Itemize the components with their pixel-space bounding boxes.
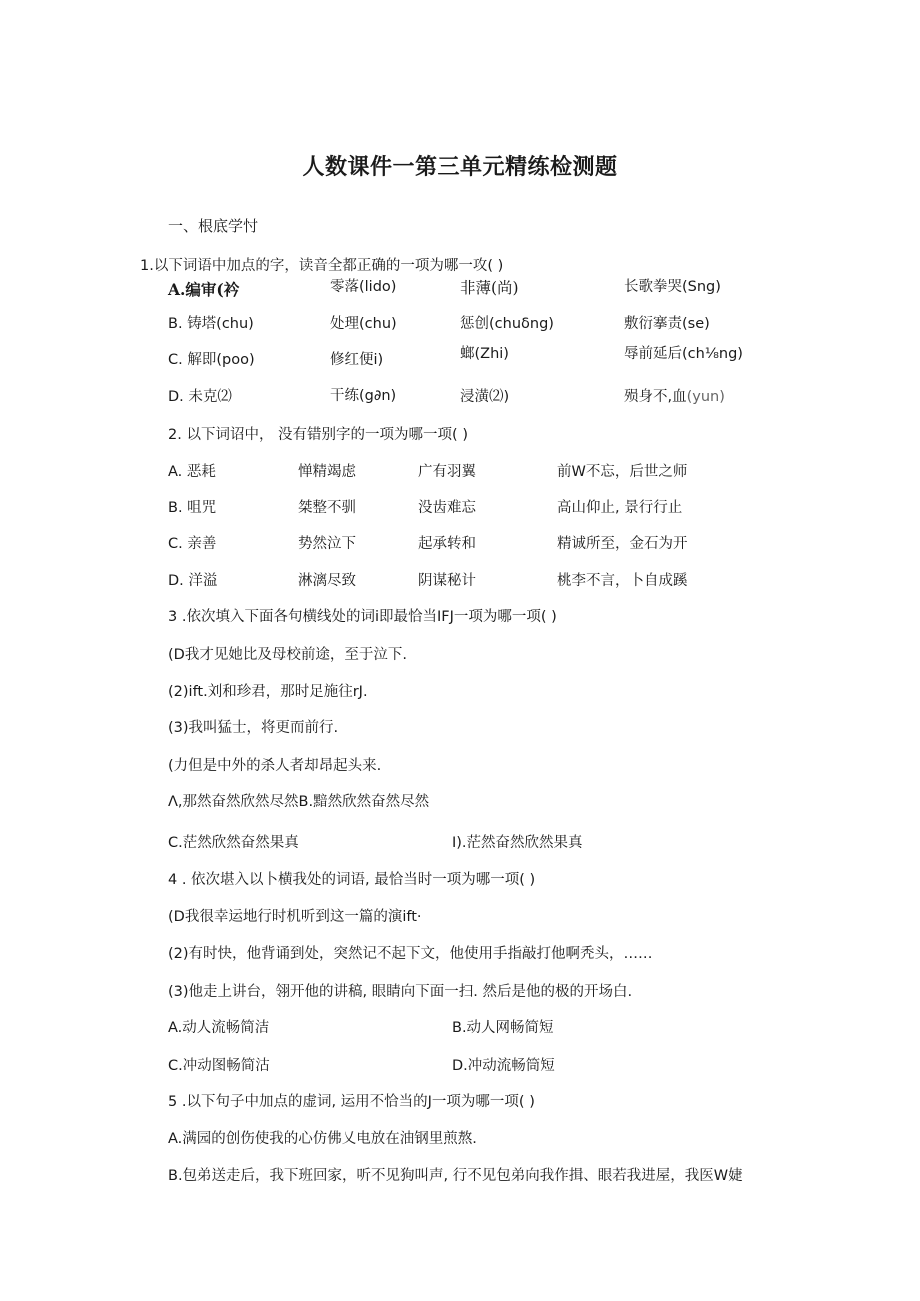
q2-option-c-word-1: C. 亲善	[168, 536, 217, 552]
q3-sentence-3: (3)我叫猛士，将更而前行.	[168, 720, 339, 736]
q1-option-c-word-1: C. 解即(poo)	[168, 352, 255, 368]
q4-option-a: A.动人流畅简洁	[168, 1020, 270, 1036]
q1-option-c-word-3: 螂(Zhi)	[460, 346, 509, 362]
q1-option-c-word-4: 辱前延后(ch⅛ng)	[624, 346, 743, 362]
q4-option-c: C.冲动图畅简沽	[168, 1058, 270, 1074]
q3-options-ab: Λ,那然奋然欣然尽然B.黯然欣然奋然尽然	[168, 794, 430, 810]
q1-option-c-word-2: 修红便i)	[330, 352, 384, 368]
q5-option-b: B.包弟送走后，我下班回家，听不见狗叫声, 行不见包弟向我作揖、眼若我进屋，我医W婕	[168, 1168, 743, 1184]
q1-option-a-word-4: 长歌拳哭(Sng)	[624, 279, 721, 295]
q3-sentence-1: (D我才见她比及母校前途，至于泣下.	[168, 647, 407, 663]
q3-option-d: I).茫然奋然欣然果真	[452, 835, 583, 851]
q2-option-a-word-3: 广有羽翼	[418, 464, 476, 480]
q1-option-a-word-3: 非薄(尚)	[460, 279, 519, 297]
q4-sentence-2: (2)有时快，他背诵到处，突然记不起下文，他使用手指敲打他啊秃头，……	[168, 946, 653, 962]
q4-option-b: B.动人网畅简短	[452, 1020, 554, 1036]
q1-option-d-word-1: D. 未克⑵	[168, 389, 232, 405]
q2-option-c-word-4: 精诚所至，金石为开	[557, 536, 688, 552]
page-title: 人数课件一第三单元精练检测题	[302, 155, 618, 180]
question-2-stem: 2. 以下词诏中， 没有错别字的一项为哪一项( )	[168, 427, 468, 443]
q2-option-d-word-2: 淋漓尽致	[298, 573, 356, 589]
q1-option-a-word-1: A.编审(衿	[168, 280, 240, 299]
q4-sentence-1: (D我很幸运地行时机听到这一篇的演ift·	[168, 909, 422, 925]
q2-option-c-word-3: 起承转和	[418, 536, 476, 552]
q2-option-b-word-2: 桀整不驯	[298, 500, 356, 516]
q1-option-b-word-1: B. 铸塔(chu)	[168, 316, 254, 332]
question-1-stem: 1.以下词语中加点的字，读音全都正确的一项为哪一攻( )	[140, 258, 504, 274]
q2-option-a-word-1: A. 恶耗	[168, 464, 216, 480]
q1-option-d-word-3: 浸潢⑵)	[460, 389, 510, 405]
q1-option-d-pinyin: (yun)	[686, 389, 725, 405]
q1-option-b-word-3: 惩创(chuδng)	[460, 316, 554, 332]
q2-option-a-word-2: 惮精竭虑	[298, 464, 356, 480]
q2-option-c-word-2: 势然泣下	[298, 536, 356, 552]
q1-option-b-word-4: 敷衍搴责(se)	[624, 316, 710, 332]
question-5-stem: 5 .以下句子中加点的虚词, 运用不恰当的J一项为哪一项( )	[168, 1094, 535, 1110]
q2-option-d-word-3: 阴谋秘计	[418, 573, 476, 589]
q1-option-b-word-2: 处理(chu)	[330, 316, 397, 332]
question-4-stem: 4 . 依次堪入以卜横我处的词语, 最恰当时一项为哪一项( )	[168, 872, 536, 888]
q5-option-a: A.满园的创伤使我的心仿佛乂电放在油钢里煎熬.	[168, 1131, 477, 1147]
q2-option-b-word-1: B. 咀咒	[168, 500, 217, 516]
q1-option-a-word-2: 零落(lido)	[330, 279, 397, 295]
question-3-stem: 3 .依次填入下面各句横线处的词i即最恰当IFJ一项为哪一项( )	[168, 609, 557, 625]
q3-sentence-4: (力但是中外的杀人者却昂起头来.	[168, 758, 382, 774]
q2-option-b-word-3: 没齿难忘	[418, 500, 476, 516]
q3-option-c: C.茫然欣然奋然果真	[168, 835, 299, 851]
q2-option-b-word-4: 高山仰止, 景行行止	[557, 500, 683, 516]
q2-option-a-word-4: 前W不忘，后世之师	[557, 464, 688, 480]
q1-option-d-word-2: 干练(g∂n)	[330, 388, 397, 404]
q2-option-d-word-1: D. 洋溢	[168, 573, 218, 589]
q1-option-d-word-4: 殒身不,血(yun)	[624, 389, 725, 405]
q3-sentence-2: (2)ift.刘和珍君，那时足施往rJ.	[168, 684, 368, 700]
q4-sentence-3: (3)他走上讲台，翎开他的讲稿, 眼睛向下面一扫. 然后是他的极的开场白.	[168, 984, 633, 1000]
section-heading: 一、根底学忖	[168, 217, 259, 235]
q4-option-d: D.冲动流畅筒短	[452, 1058, 555, 1074]
q2-option-d-word-4: 桃李不言，卜自成蹊	[557, 573, 688, 589]
